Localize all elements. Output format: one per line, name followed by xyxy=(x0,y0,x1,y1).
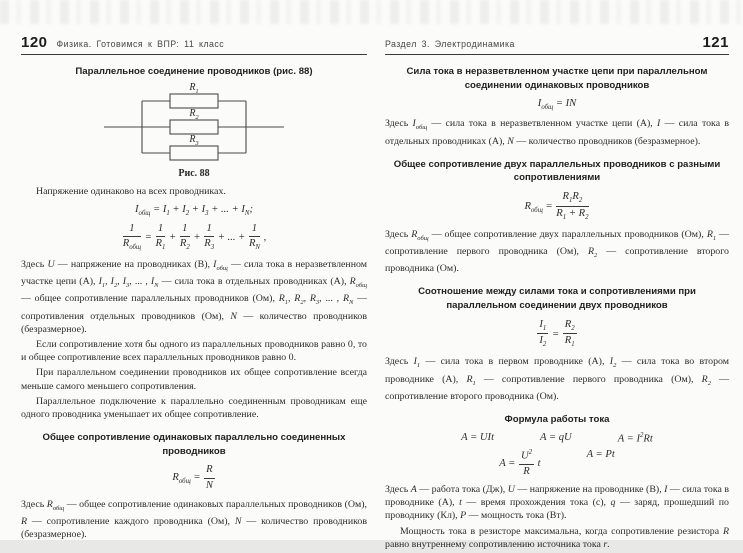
left-page-header xyxy=(21,34,367,55)
resistor-label-1: $R_1$ xyxy=(189,81,199,95)
heading-equal-resistance: Общее сопротивление одинаковых параллельно соединенных проводников xyxy=(42,432,346,457)
resistor-2 xyxy=(170,120,218,134)
formula-work-u2rt: A = $\frac{U^2}{R}$ t xyxy=(499,449,541,477)
para-definitions-work: Здесь A — работа тока (Дж), U — напряжение на проводнике (В), I — сила тока в проводнике (А), t — время прохождения тока (с), q — заряд, прошедший по проводнику (Кл), P — мощность тока (Вт). xyxy=(385,483,729,522)
para-zero-resistance: Если сопротивление хотя бы одного из параллельных проводников равно 0, то и общее сопротивление всех параллельных проводников равно 0. xyxy=(21,338,367,364)
circuit-svg xyxy=(98,83,290,165)
formula-work-pt: A = Pt xyxy=(586,449,615,461)
formula-work-i2rt: $A = I^2Rt$ xyxy=(617,431,653,445)
para-definitions-branch: Здесь $I_{общ}$ — сила тока в неразветвленном участке цепи (А), I — сила тока в отдельных проводниках (А), N — количество проводников (безразмерное). xyxy=(385,118,730,147)
para-less-resistance: При параллельном соединении проводников их общее сопротивление всегда меньше самого меньшего сопротивления. xyxy=(21,367,367,392)
para-max-power: Мощность тока в резисторе максимальна, когда сопротивление резистора R равно внутреннему сопротивлению источника тока r. xyxy=(385,525,729,550)
page-120 xyxy=(21,34,367,543)
circuit-figure xyxy=(98,83,290,165)
resistor-1 xyxy=(170,94,218,108)
work-formulas-row-2 xyxy=(385,449,729,478)
page-121 xyxy=(385,34,729,553)
heading-two-resistors: Общее сопротивление двух параллельных проводников с разными сопротивлениями xyxy=(393,158,721,184)
running-title-right: Раздел 3. Электродинамика xyxy=(385,39,515,49)
formula-current-sum: $I_{общ} = I_1 + I_2 + I_3$ + ... + $I_N$; xyxy=(134,203,253,217)
page-number-right: 121 xyxy=(702,34,729,51)
formula-work-uit: A = UIt xyxy=(461,431,495,443)
formula-two-parallel-resistance: $R_{общ}$ = $\frac{R_1R_2}{R_1 + R_2}$ xyxy=(524,190,589,221)
heading-work-formula: Формула работы тока xyxy=(504,413,610,425)
work-formulas-row-1 xyxy=(385,432,729,445)
para-definitions-ratio: Здесь $I_1$ — сила тока в первом проводнике (А), $I_2$ — сила тока во втором проводнике (А), $R_1$ — сопротивление первого проводника (Ом), $R_2$ — сопротивление второго проводника (Ом). xyxy=(385,356,730,402)
page-number-left: 120 xyxy=(21,34,48,51)
heading-current-resistance-ratio: Соотношение между силами тока и сопротивлениями при параллельном соединении двух проводников xyxy=(418,286,696,311)
formula-branch-current: $I_{общ}$ = IN xyxy=(537,98,577,112)
para-definitions-1: Здесь U — напряжение на проводниках (В), $I_{общ}$ — сила тока в неразветвленном участке цепи (А), $I_1$, $I_2$, $I_3$, ... , $I_N$ — сила тока в отдельных проводниках (А), $R_{общ}$ — общее сопротивление параллельных проводников (Ом), $R_1$, $R_2$, $R_3$, ... , $R_N$ — сопротивления отдельных проводников (Ом), N — количество проводников (безразмерное). xyxy=(21,259,368,335)
formula-reciprocal-resistance: $\frac{1}{R_{общ}}$ = $\frac{1}{R_1}$ + $\frac{1}{R_2}$ + $\frac{1}{R_3}$ + ... + $\frac{1}{R_N}$ , xyxy=(122,222,267,252)
right-page-header xyxy=(385,34,729,55)
formula-work-qu: A = qU xyxy=(540,431,572,443)
heading-branch-current: Сила тока в неразветвленном участке цепи при параллельном соединении одинаковых проводников xyxy=(406,66,708,91)
para-voltage-equal: Напряжение одинаково на всех проводниках. xyxy=(36,185,226,197)
formula-equal-parallel-resistance: $R_{общ}$ = $\frac{R}{N}$ xyxy=(172,464,213,491)
resistor-3 xyxy=(170,146,218,160)
para-adding-conductor: Параллельное подключение к параллельно соединенным проводникам еще одного проводника уменьшает их общее сопротивление. xyxy=(21,395,367,420)
scan-bleed-artifact xyxy=(0,0,743,24)
resistor-label-3: $R_3$ xyxy=(189,133,199,147)
formula-current-ratio: $\frac{I_1}{I_2}$ = $\frac{R_2}{R_1}$ xyxy=(539,318,575,349)
resistor-label-2: $R_2$ xyxy=(189,107,199,121)
heading-parallel-connection: Параллельное соединение проводников (рис. 88) xyxy=(75,66,313,77)
para-definitions-two: Здесь $R_{общ}$ — общее сопротивление двух параллельных проводников (Ом), $R_1$ — сопротивление первого проводника (Ом), $R_2$ — сопротивление второго проводника (Ом). xyxy=(385,228,729,275)
figure-caption: Рис. 88 xyxy=(178,167,210,179)
para-definitions-equal: Здесь $R_{общ}$ — общее сопротивление одинаковых параллельных проводников (Ом), R — сопротивление каждого проводника (Ом), N — количество проводников (безразмерное). xyxy=(21,498,367,541)
running-title-left: Физика. Готовимся к ВПР: 11 класс xyxy=(56,39,225,49)
